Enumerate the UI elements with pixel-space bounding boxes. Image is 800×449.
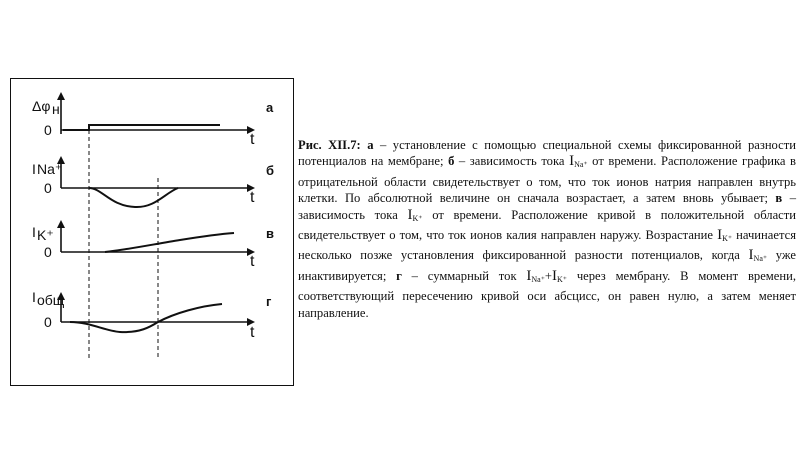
panel-c-potassium-curve [105,233,234,252]
panel-b-zero: 0 [44,180,52,196]
caption-k-sub-3: K⁺ [557,274,568,284]
panel-d [32,289,272,341]
panel-a-zero: 0 [44,122,52,138]
panel-d-t: t [250,324,255,341]
panel-c-t: t [250,253,255,270]
caption-k-sub: K⁺ [412,213,423,223]
figure-panel [10,78,294,386]
caption-text-v1: – зависимость тока [298,191,796,222]
caption-text-g2: через мембрану. В момент времени, соответствующий пересечению кривой оси абсцисс, он равен нулю, а затем меняет направление. [298,268,796,320]
panel-d-tag: г [266,294,272,309]
panel-a-ylabel: Δφ [32,98,51,114]
caption-text-v2: от времени. Расположение кривой в положительной области свидетельствует о том, что ток ионов калия направлен наружу. Возрастание [298,207,797,243]
caption-text-g1: – суммарный ток [401,268,527,283]
caption-na-sub-3: Na⁺ [531,274,545,284]
panel-a-y-arrow [57,92,65,100]
panel-a-ylabel-sub: н [52,101,60,117]
caption-i-k-2: I [717,227,723,244]
caption-i-k: I [407,206,413,223]
caption-i-na-3: I [526,267,532,284]
panel-c-ylabel: I [32,224,36,240]
panel-c-zero: 0 [44,244,52,260]
caption-text-a: – установление с помощью специальной схемы фиксированной разности потенциалов на мембране; [298,138,796,169]
panel-b-ylabel: I [32,161,36,177]
panel-d-ylabel: I [32,289,36,305]
caption-text-b1: – зависимость тока [454,154,570,169]
panel-c-y-arrow [57,220,65,228]
caption-i-na: I [569,153,575,170]
panel-c-ylabel-sub: K⁺ [37,227,54,243]
caption-tag-b: б [448,154,455,169]
caption-na-sub-2: Na⁺ [753,254,768,264]
caption-tag-a: а [367,138,374,152]
panel-c-tag: в [266,226,274,241]
caption-i-k-3: I [552,267,558,284]
caption-tag-g: г [396,268,402,283]
panel-b-ylabel-sub: Na⁺ [37,161,63,177]
caption-text-b2: от времени. Расположение графика в отрицательной области свидетельствует о том, что ток ионов натрия направлен внутрь клетки. По абсолютной величине он сначала возрастает, а затем вновь убывает; [298,154,797,206]
panel-b [32,156,274,207]
panel-c [32,220,274,270]
panel-a-t: t [250,131,255,148]
caption-label: Рис. XII.7: [298,138,361,152]
figure-svg [10,78,294,386]
caption-i-na-2: I [748,247,754,264]
caption-na-sub: Na⁺ [574,160,588,170]
caption-k-sub-2: K⁺ [722,234,733,244]
panel-d-total-curve [70,304,222,332]
panel-a [32,92,274,148]
caption-text-v3: начинается несколько позже установления фиксированной разности потенциалов, когда [298,228,796,263]
caption-text-v4: уже инактивируется; [298,248,797,283]
panel-d-zero: 0 [44,314,52,330]
panel-b-t: t [250,189,255,206]
caption-tag-v: в [775,191,783,206]
panel-b-sodium-curve [89,188,178,207]
figure-caption [298,137,796,321]
panel-a-tag: а [266,100,274,115]
caption-plus: + [544,268,553,283]
panel-d-ylabel-sub: общ [37,292,65,308]
panel-b-tag: б [266,163,275,178]
